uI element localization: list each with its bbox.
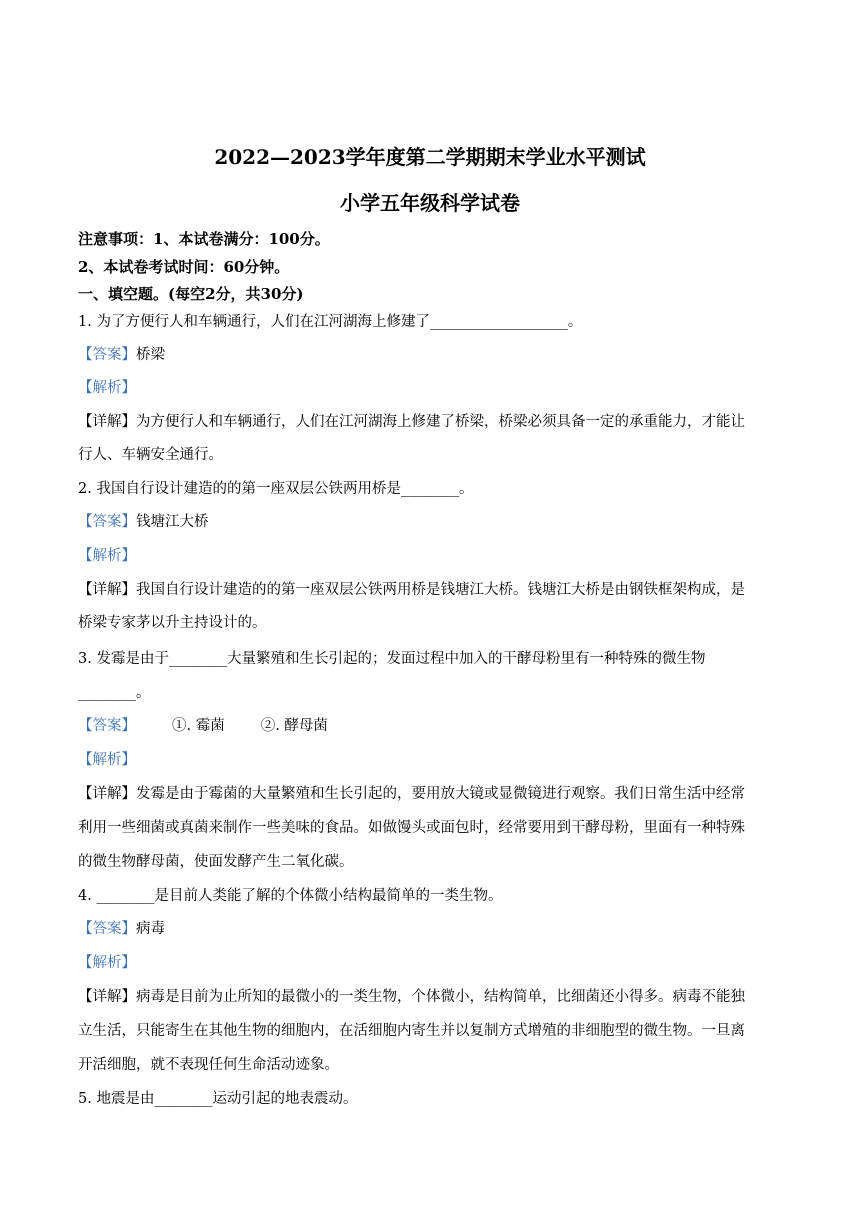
detail-3-line-3: 的微生物酵母菌，使面发酵产生二氧化碳。 xyxy=(78,854,354,870)
detail-1-line-1 xyxy=(78,411,788,433)
answer-text-2: ②. 酵母菌 xyxy=(260,718,328,734)
answer-label: 【答案】 xyxy=(78,347,136,363)
question-4: 4. ________是目前人类能了解的个体微小结构最简单的一类生物。 xyxy=(78,888,503,904)
detail-label: 【详解】 xyxy=(78,414,136,430)
detail-3-line-2: 利用一些细菌或真菌来制作一些美味的食品。如做馒头或面包时，经常要用到干酵母粉，里面有一种特殊 xyxy=(78,820,745,836)
detail-text: 我国自行设计建造的的第一座双层公铁两用桥是钱塘江大桥。钱塘江大桥是由钢铁框架构成，是 xyxy=(136,582,745,598)
notes-line-2: 2、本试卷考试时间：60分钟。 xyxy=(78,258,290,276)
answer-label: 【答案】 xyxy=(78,718,136,734)
detail-3-line-1 xyxy=(78,783,788,805)
detail-label: 【详解】 xyxy=(78,582,136,598)
analysis-label-4: 【解析】 xyxy=(78,955,136,971)
exam-subtitle: 小学五年级科学试卷 xyxy=(340,191,520,215)
detail-text: 病毒是目前为止所知的最微小的一类生物，个体微小，结构简单，比细菌还小得多。病毒不能独 xyxy=(136,989,745,1005)
detail-4-line-2: 立生活，只能寄生在其他生物的细胞内，在活细胞内寄生并以复制方式增殖的非细胞型的微生物。一旦离 xyxy=(78,1023,745,1039)
analysis-label-3: 【解析】 xyxy=(78,752,136,768)
answer-label: 【答案】 xyxy=(78,921,136,937)
analysis-label-1: 【解析】 xyxy=(78,380,136,396)
question-5: 5. 地震是由________运动引起的地表震动。 xyxy=(78,1091,358,1107)
exam-title: 2022—2023学年度第二学期期末学业水平测试 xyxy=(214,145,646,169)
detail-2-line-1 xyxy=(78,579,788,601)
detail-text: 发霉是由于霉菌的大量繁殖和生长引起的，要用放大镜或显微镜进行观察。我们日常生活中经常 xyxy=(136,786,745,802)
question-1: 1. 为了方便行人和车辆通行，人们在江河湖海上修建了___________________。 xyxy=(78,314,583,330)
notes-line-1: 注意事项：1、本试卷满分：100分。 xyxy=(78,230,330,248)
answer-4 xyxy=(78,918,788,940)
answer-3 xyxy=(78,715,788,737)
question-2: 2. 我国自行设计建造的的第一座双层公铁两用桥是________。 xyxy=(78,481,474,497)
section-heading: 一、填空题。(每空2分，共30分) xyxy=(78,285,304,303)
answer-text: 钱塘江大桥 xyxy=(136,514,209,530)
detail-1-line-2: 行人、车辆安全通行。 xyxy=(78,447,223,463)
detail-4-line-3: 开活细胞，就不表现任何生命活动迹象。 xyxy=(78,1057,339,1073)
question-3-line-2: ________。 xyxy=(78,685,151,701)
answer-text: 桥梁 xyxy=(136,347,165,363)
detail-label: 【详解】 xyxy=(78,786,136,802)
answer-1 xyxy=(78,344,788,366)
answer-2 xyxy=(78,511,788,533)
answer-label: 【答案】 xyxy=(78,514,136,530)
detail-2-line-2: 桥梁专家茅以升主持设计的。 xyxy=(78,615,267,631)
detail-text: 为方便行人和车辆通行，人们在江河湖海上修建了桥梁，桥梁必须具备一定的承重能力，才能让 xyxy=(136,414,745,430)
answer-text-1: ①. 霉菌 xyxy=(172,718,225,734)
question-3-line-1: 3. 发霉是由于________大量繁殖和生长引起的；发面过程中加入的干酵母粉里有一种特殊的微生物 xyxy=(78,651,706,667)
detail-label: 【详解】 xyxy=(78,989,136,1005)
analysis-label-2: 【解析】 xyxy=(78,548,136,564)
answer-text: 病毒 xyxy=(136,921,165,937)
detail-4-line-1 xyxy=(78,986,788,1008)
